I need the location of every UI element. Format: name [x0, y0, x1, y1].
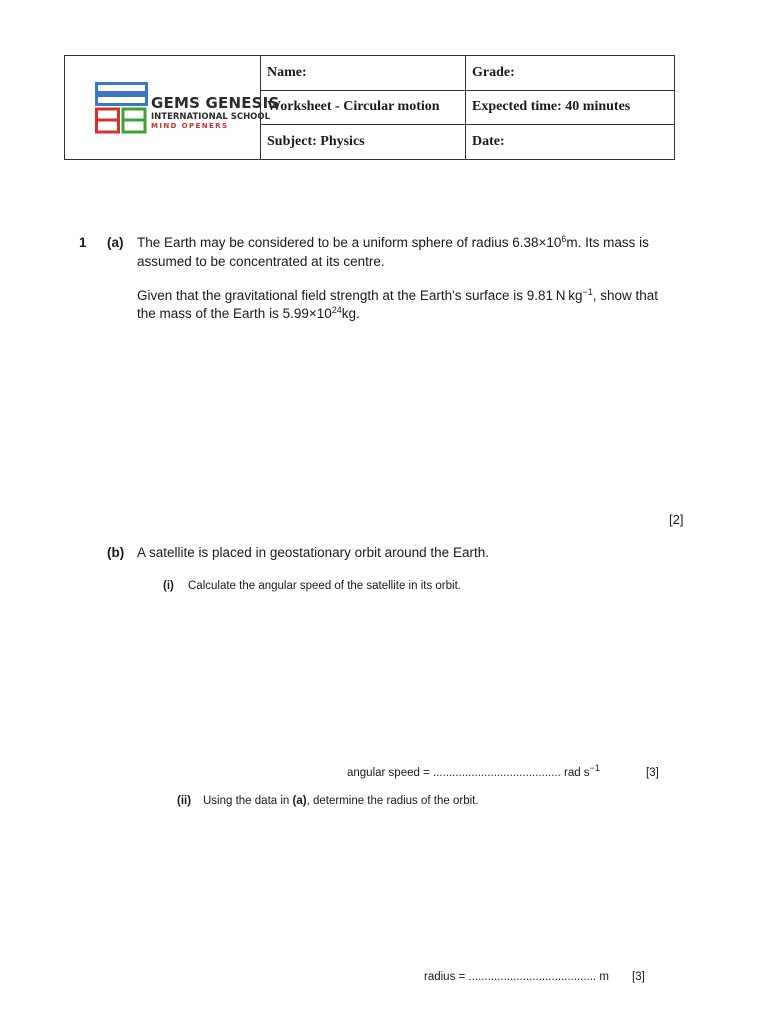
- part-b-label: (b): [107, 545, 125, 560]
- part-a-line-4-exponent: 24: [331, 305, 342, 315]
- school-motto: MIND OPENERS: [151, 121, 229, 130]
- angular-speed-answer-text: angular speed = ........................................ rad s: [347, 767, 590, 779]
- part-b-i-text: Calculate the angular speed of the satellite in its orbit.: [188, 580, 461, 592]
- header-table: [64, 55, 675, 160]
- part-a-line-2: assumed to be concentrated at its centre.: [137, 254, 385, 269]
- part-b-ii-text: [203, 795, 479, 807]
- name-field[interactable]: Name:: [261, 56, 466, 91]
- part-a-line-1-text: The Earth may be considered to be a uniform sphere of radius 6.38×10: [137, 235, 562, 250]
- part-b-ii-text-start: Using the data in: [203, 795, 293, 807]
- part-b-ii-label: (ii): [177, 795, 192, 807]
- part-a-marks: [2]: [669, 512, 684, 527]
- school-subtitle: INTERNATIONAL SCHOOL: [151, 112, 271, 122]
- part-a-label: (a): [107, 235, 124, 250]
- angular-speed-unit-exponent: −1: [589, 763, 600, 773]
- part-a-line-3-exponent: −1: [582, 287, 593, 297]
- school-logo: [65, 56, 280, 159]
- part-a-line-1-end: m. Its mass is: [566, 235, 649, 250]
- grade-field[interactable]: Grade:: [466, 56, 675, 91]
- date-field[interactable]: Date:: [466, 125, 675, 160]
- logo-cell: [65, 56, 280, 160]
- part-a-line-4-text: the mass of the Earth is 5.99×10: [137, 306, 332, 321]
- radius-answer-line[interactable]: radius = ........................................ m: [424, 971, 610, 983]
- part-a-line-4: [137, 305, 360, 322]
- part-a-line-3-end: , show that: [592, 288, 659, 303]
- part-b-ii-text-end: , determine the radius of the orbit.: [306, 795, 479, 807]
- part-a-line-3: [137, 287, 658, 304]
- subject-label: Subject: Physics: [261, 125, 466, 160]
- part-b-i-marks: [3]: [646, 767, 659, 779]
- part-a-line-1-exponent: 6: [561, 234, 567, 244]
- question-number: 1: [79, 235, 87, 250]
- part-a-line-3-text: Given that the gravitational field strength at the Earth's surface is 9.81 N kg: [137, 288, 583, 303]
- expected-time: Expected time: 40 minutes: [466, 90, 675, 125]
- part-b-ii-reference: (a): [292, 795, 307, 807]
- angular-speed-answer-line[interactable]: [347, 763, 600, 779]
- part-b-text: A satellite is placed in geostationary orbit around the Earth.: [137, 545, 489, 560]
- part-b-i-label: (i): [163, 580, 174, 592]
- part-b-ii-marks: [3]: [632, 971, 645, 983]
- part-a-line-4-end: kg.: [341, 306, 360, 321]
- worksheet-title: Worksheet - Circular motion: [261, 90, 466, 125]
- school-name: GEMS GENESIS: [151, 94, 280, 112]
- school-logo-icon: [95, 82, 151, 134]
- part-a-line-1: [137, 234, 649, 251]
